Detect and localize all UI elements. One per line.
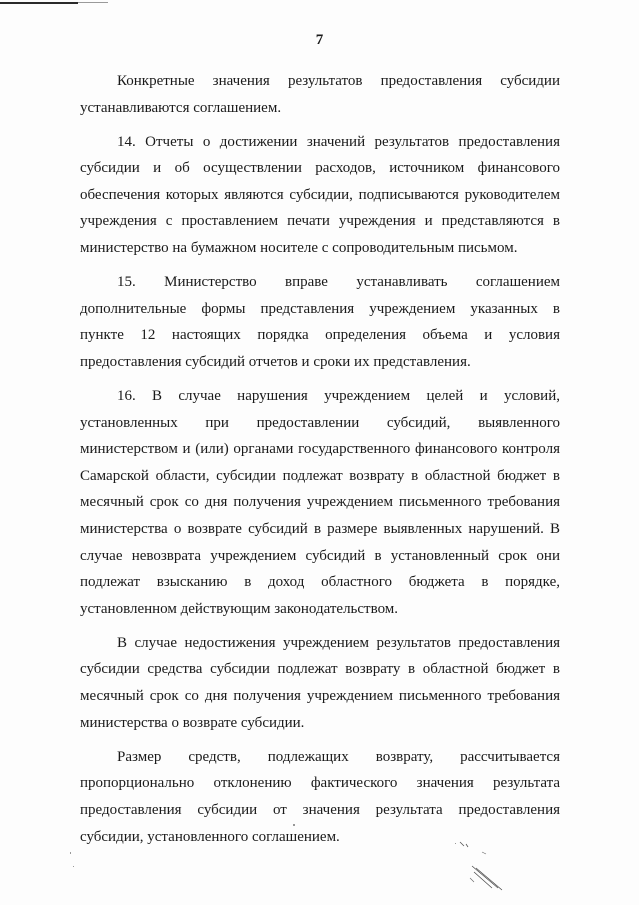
text-line: пункте 12 настоящих порядка определения объема и условия: [80, 327, 560, 344]
text-line: субсидии, установленного соглашением.: [80, 828, 340, 845]
text-line: подлежат взысканию в доход областного бюджета в порядке,: [80, 574, 560, 591]
text-line: месячный срок со дня получения учреждением письменного требования: [80, 494, 560, 511]
top-border-rule-faint: [78, 2, 108, 3]
paragraph-p18: [80, 744, 560, 850]
text-line: 16. В случае нарушения учреждением целей и условий,: [117, 388, 560, 405]
text-line: министерство на бумажном носителе с сопроводительным письмом.: [80, 240, 518, 257]
text-line: случае невозврата учреждением субсидий в установленный срок они: [80, 547, 560, 564]
paragraph-p14: [80, 129, 560, 262]
text-line: установленных при предоставлении субсидий, выявленного: [80, 414, 560, 431]
document-body: [80, 68, 560, 858]
text-line: субсидии средства субсидии подлежат возврату в областной бюджет в: [80, 661, 560, 678]
text-line: учреждения с проставлением печати учреждения и представляются в: [80, 213, 560, 230]
scan-speck: [70, 852, 71, 854]
text-line: обеспечения которых являются субсидии, подписываются руководителем: [80, 186, 560, 203]
text-line: министерства о возврате субсидий в размере выявленных нарушений. В: [80, 521, 560, 537]
text-line: установленном действующим законодательством.: [80, 600, 399, 617]
paragraph-p17: [80, 630, 560, 736]
text-line: Конкретные значения результатов предоставления субсидии: [117, 73, 560, 89]
text-line: Самарской области, субсидии подлежат возврату в областной бюджет в: [80, 467, 560, 484]
scan-speck: [293, 824, 295, 826]
text-line: устанавливаются соглашением.: [80, 99, 282, 116]
text-line: субсидии и об осуществлении расходов, источником финансового: [80, 160, 560, 177]
text-line: пропорционально отклонению фактического значения результата: [80, 775, 560, 792]
text-line: Размер средств, подлежащих возврату, рассчитывается: [117, 748, 560, 765]
text-line: предоставления субсидии от значения результата предоставления: [80, 801, 560, 818]
paragraph-p1: [80, 68, 560, 121]
text-line: В случае недостижения учреждением результатов предоставления: [117, 634, 560, 651]
text-line: 15. Министерство вправе устанавливать соглашением: [117, 274, 560, 291]
top-border-rule: [0, 2, 78, 4]
text-line: предоставления субсидий отчетов и сроки их представления.: [80, 353, 471, 370]
text-line: дополнительные формы представления учреждением указанных в: [80, 300, 560, 317]
text-line: министерства о возврате субсидии.: [80, 714, 305, 731]
scan-speck: [73, 866, 74, 867]
page-number: 7: [315, 32, 324, 48]
paragraph-p16: [80, 383, 560, 622]
handwritten-mark: [452, 838, 512, 894]
text-line: министерством и (или) органами государственного финансового контроля: [80, 441, 560, 458]
text-line: месячный срок со дня получения учреждением письменного требования: [80, 688, 560, 705]
paragraph-p15: [80, 269, 560, 375]
text-line: 14. Отчеты о достижении значений результатов предоставления: [117, 133, 560, 150]
